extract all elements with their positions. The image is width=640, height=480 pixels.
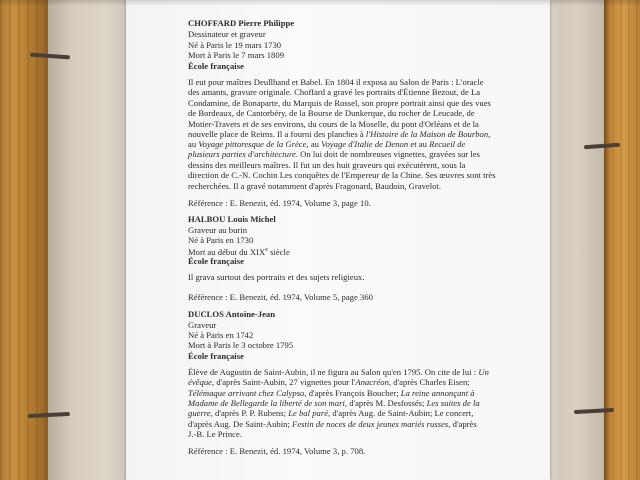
entry-school: École française bbox=[188, 61, 244, 71]
entry-name: DUCLOS Antoine-Jean bbox=[188, 309, 276, 319]
bio-line bbox=[188, 419, 477, 429]
bio-title: Voyage pittoresque de la Grèce bbox=[198, 139, 307, 149]
bio-text: , d'après Aug. de Saint-Aubin; Le concert, bbox=[328, 408, 474, 418]
entry-role: Graveur bbox=[188, 320, 217, 330]
bio-line bbox=[188, 398, 480, 408]
entry-reference: Référence : E. Benezit, éd. 1974, Volume 3, p. 708. bbox=[188, 446, 366, 456]
bio-text: , d'après François Boucher; bbox=[304, 388, 401, 398]
bio-text: d'après Aug. De Saint-Aubin; bbox=[188, 419, 293, 429]
bio-line bbox=[188, 408, 473, 418]
bio-text: nouvelle place de Reims. Il a fourni des planches à bbox=[188, 129, 366, 139]
bio-title: Le bal paré bbox=[288, 408, 329, 418]
bio-line: Motier-Travers et de ses environs, du cours de la Moselle, du pont d'Orléans et de la bbox=[188, 119, 479, 129]
bio-line: Il eut pour maîtres Deullhand et Babel. En 1804 il exposa au Salon de Paris : L'oracle bbox=[188, 77, 484, 87]
bio-line bbox=[188, 149, 480, 159]
bio-title: l'Histoire de la Maison de Bourbon, bbox=[365, 129, 491, 139]
bio-text: Élève de Augustin de Saint-Aubin, il ne figura au Salon qu'en 1795. On cite de lui : bbox=[188, 367, 479, 377]
entry-birth: Né à Paris en 1730 bbox=[188, 235, 254, 245]
bio-line: direction de C.-N. Cochin Les conquêtes de l'Empereur de la Chine. Ses œuvres sont très bbox=[188, 170, 496, 180]
entry-death: Mort à Paris le 3 octobre 1795 bbox=[188, 340, 294, 350]
bio-line bbox=[188, 377, 470, 387]
wooden-frame-left bbox=[0, 0, 50, 480]
entry-role: Dessinateur et graveur bbox=[188, 29, 266, 39]
bio-text: au bbox=[188, 139, 199, 149]
bio-title: guerre bbox=[188, 408, 211, 418]
bio-text: . On lui doit de nombreuses vignettes, gravées sur les bbox=[295, 149, 480, 159]
bio-line: Condamine, de Bonaparte, du Marquis de Rossel, son propre portrait ainsi que des vues bbox=[188, 98, 491, 108]
entry-school: École française bbox=[188, 351, 244, 361]
bio-title: Voyage d'Italie de Denon bbox=[321, 139, 409, 149]
bio-title: évêque bbox=[188, 377, 212, 387]
bio-line: dessins des meilleurs maîtres. Il fut un des huit graveurs qui exécutèrent, sous la bbox=[188, 160, 466, 170]
bio-line bbox=[188, 388, 475, 398]
entry-death: Mort à Paris le 7 mars 1809 bbox=[188, 50, 285, 60]
bio-title: Un bbox=[478, 367, 489, 377]
bio-title: Télémaque arrivant chez Calypso bbox=[188, 388, 305, 398]
mat-board-left bbox=[48, 0, 128, 480]
bio-title: La reine annonçant à bbox=[400, 388, 475, 398]
bio-title: Anacréon bbox=[355, 377, 389, 387]
bio-text: , d'après P. P. Rubens; bbox=[210, 408, 289, 418]
entry-name: CHOFFARD Pierre Philippe bbox=[188, 18, 295, 28]
century-superscript: e bbox=[265, 247, 268, 253]
bio-text: , d'après M. Desfossés; bbox=[344, 398, 427, 408]
bio-line: recherchées. Il a gravé notamment d'après Fragonard, Baudoin, Gravelot. bbox=[188, 181, 442, 191]
bio-text: et au bbox=[408, 139, 430, 149]
death-text: Mort au début du XIX bbox=[188, 246, 266, 257]
bio-line: Il grava surtout des portraits et des sujets religieux. bbox=[188, 272, 365, 282]
bio-line bbox=[188, 129, 490, 139]
bio-line: des amants, gravure originale. Choffard a gravé les portraits d'Étienne Bezout, de La bbox=[188, 87, 481, 97]
entry-role: Graveur au burin bbox=[188, 225, 248, 235]
entry-birth: Né à Paris le 19 mars 1730 bbox=[188, 40, 282, 50]
bio-title: Madame de Bellegarde la liberté de son mari bbox=[188, 398, 345, 408]
bio-text: , d'après Saint-Aubin, 27 vignettes pour l' bbox=[211, 377, 356, 387]
bio-title: Recueil de bbox=[429, 139, 466, 149]
bio-line: J.-B. Le Prince. bbox=[188, 429, 243, 439]
bio-title: plusieurs parties d'architecture bbox=[188, 149, 296, 159]
bio-text: , d'après Charles Eisen; bbox=[388, 377, 470, 387]
bio-title: Les suites de la bbox=[426, 398, 480, 408]
bio-line bbox=[188, 139, 465, 149]
top-shadow bbox=[0, 0, 640, 6]
entry-reference: Référence : E. Benezit, éd. 1974, Volume 5, page 360 bbox=[188, 292, 373, 302]
death-text: siècle bbox=[267, 246, 290, 257]
entry-school: École française bbox=[188, 256, 244, 266]
bio-line bbox=[188, 367, 489, 377]
entry-birth: Né à Paris en 1742 bbox=[188, 330, 254, 340]
entry-name: HALBOU Louis Michel bbox=[188, 214, 276, 224]
bio-line: de Bordeaux, de Cantorbéry, de la Bourse de Dunkerque, du rocher de Leucade, de bbox=[188, 108, 475, 118]
bio-text: , au bbox=[306, 139, 322, 149]
bio-title: Festin de noces de deux jeunes mariés russes bbox=[292, 419, 449, 429]
bio-text: , d'après bbox=[448, 419, 477, 429]
entry-reference: Référence : E. Benezit, éd. 1974, Volume 3, page 10. bbox=[188, 198, 371, 208]
document-sheet bbox=[126, 0, 550, 480]
